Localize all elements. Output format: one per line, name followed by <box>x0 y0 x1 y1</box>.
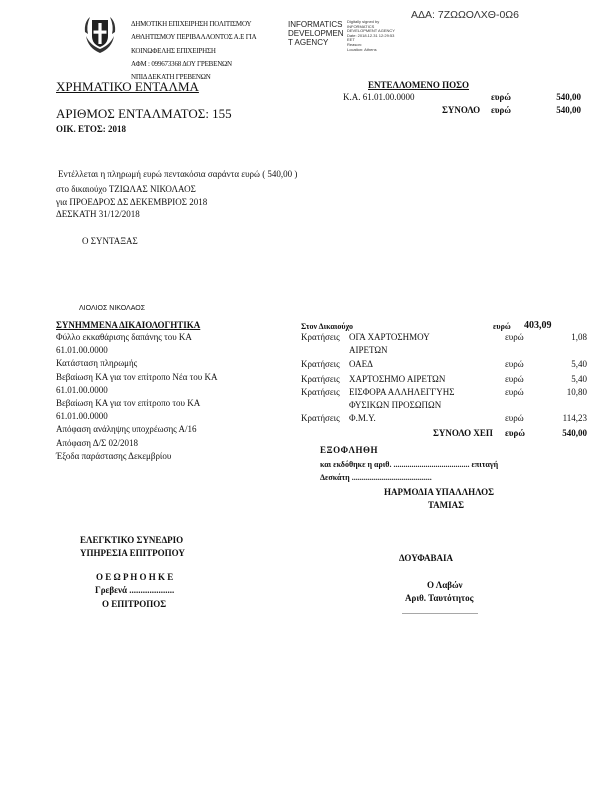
order-number: ΑΡΙΘΜΟΣ ΕΝΤΑΛΜΑΤΟΣ: 155 <box>56 106 232 121</box>
list-item: 61.01.00.0000 <box>56 411 108 422</box>
list-item: 61.01.00.0000 <box>56 345 108 356</box>
audit-seen: Ο Ε Ω Ρ Η Ο Η Κ Ε <box>96 572 174 582</box>
list-item: Απόφαση Δ/Σ 02/2018 <box>56 437 139 448</box>
purpose-line: για ΠΡΟΕΔΡΟΣ ΔΣ ΔΕΚΕΜΒΡΙΟΣ 2018 <box>56 196 208 207</box>
order-details <box>56 183 207 221</box>
deductions-table <box>301 331 591 423</box>
fiscal-year: ΟΙΚ. ΕΤΟΣ: 2018 <box>56 124 126 134</box>
receipt-signature-line: ...................................... <box>402 607 478 616</box>
table-row: Κρατήσεις ΕΙΣΦΟΡΑ ΑΛΛΗΛΕΓΓΥΗΣ ευρώ 10,80 <box>301 386 587 397</box>
signature-stamp: INFORMATICS DEVELOPMEN T AGENCY <box>288 20 344 47</box>
table-row: Κρατήσεις ΟΓΑ ΧΑΡΤΟΣΗΜΟΥ ευρώ 1,08 <box>301 332 587 342</box>
composer-label: Ο ΣΥΝΤΑΞΑΣ <box>82 236 138 246</box>
order-text <box>56 169 297 179</box>
beneficiary-currency: ευρώ <box>493 322 511 331</box>
list-item: Βεβαίωση ΚΑ για τον επίτροπο του ΚΑ <box>56 398 201 409</box>
issuer-line: ΝΠΙΔ ΔΕΚΑΤΗ ΓΡΕΒΕΝΩΝ <box>131 73 211 82</box>
table-row: Κρατήσεις Φ.Μ.Υ. ευρώ 114,23 <box>301 413 587 424</box>
ka-amount: 540,00 <box>556 92 581 102</box>
receipt-receiver: Ο Λαβών <box>427 580 463 590</box>
amount-header: ΕΝΤΕΛΛΟΜΕΝΟ ΠΟΣΟ <box>368 80 470 90</box>
beneficiary-line: στο δικαιούχο ΤΖΙΩΛΑΣ ΝΙΚΟΛΑΟΣ <box>56 184 196 194</box>
payment-cheque-line: και εκδόθηκε η αριθ. ...................................... επιταγή <box>320 460 499 469</box>
payment-place-line: Δεσκάτη ........................................ <box>320 473 432 482</box>
receipt-header: ΔΟΥΦΑΒΑΙΑ <box>399 553 453 563</box>
payment-cashier: ΤΑΜΙΑΣ <box>428 500 465 510</box>
issuer-line: ΑΦΜ : 099673368 ΔΟΥ ΓΡΕΒΕΝΩΝ <box>131 59 232 68</box>
table-row: ΑΙΡΕΤΩΝ <box>349 345 388 356</box>
deductions-total-label: ΣΥΝΟΛΟ ΧΕΠ <box>433 428 493 438</box>
list-item: Απόφαση ανάληψης υποχρέωσης Α/16 <box>56 424 197 435</box>
issuer-line: ΔΗΜΟΤΙΚΗ ΕΠΙΧΕΙΡΗΣΗ ΠΟΛΙΤΙΣΜΟΥ <box>131 20 252 28</box>
audit-court: ΕΛΕΓΚΤΙΚΟ ΣΥΝΕΔΡΙΟ <box>80 535 184 545</box>
ka-currency: ευρώ <box>491 92 511 102</box>
issuer-block <box>131 18 257 84</box>
total-currency: ευρώ <box>491 105 511 115</box>
payment-header: ΕΞΟΦΛΗΘΗ <box>320 445 379 455</box>
table-row: Κρατήσεις ΧΑΡΤΟΣΗΜΟ ΑΙΡΕΤΩΝ ευρώ 5,40 <box>301 373 587 384</box>
ada-code: ΑΔΑ: 7ΖΩΩΟΛΧΘ-0Ω6 <box>411 9 519 21</box>
issuer-line: ΑΘΛΗΤΙΣΜΟΥ ΠΕΡΙΒΑΛΛΟΝΤΟΣ Α.Ε ΓΙΑ <box>131 33 257 42</box>
beneficiary-amount: 403,09 <box>524 320 552 331</box>
deductions-total-currency: ευρώ <box>505 428 525 438</box>
ka-label: Κ.Α. 61.01.00.0000 <box>343 92 415 102</box>
greek-emblem-icon <box>82 12 118 56</box>
payment-official: ΗΑΡΜΟΔΙΑ ΥΠΑΛΛΗΛΟΣ <box>384 487 494 497</box>
deductions-total-amount: 540,00 <box>562 428 587 438</box>
list-item: Κατάσταση πληρωμής <box>56 358 138 369</box>
audit-role: Ο ΕΠΙΤΡΟΠΟΣ <box>102 599 167 609</box>
list-item: Έξοδα παράστασης Δεκεμβρίου <box>56 450 172 461</box>
order-text-line: Εντέλλεται η πληρωμή ευρώ πεντακόσια σαράντα ευρώ ( 540,00 ) <box>58 169 298 179</box>
composer-name: ΛΙΟΛΙΟΣ ΝΙΚΟΛΑΟΣ <box>79 305 146 312</box>
receipt-id-label: Αριθ. Ταυτότητος <box>405 593 474 603</box>
page-title: ΧΡΗΜΑΤΙΚΟ ΕΝΤΑΛΜΑ <box>56 79 199 94</box>
documents-header: ΣΥΝΗΜΜΕΝΑ ΔΙΚΑΙΟΛΟΓΗΤΙΚΑ <box>56 320 201 330</box>
total-label: ΣΥΝΟΛΟ <box>442 105 481 115</box>
list-item: Βεβαίωση ΚΑ για τον επίτροπο Νέα του ΚΑ <box>56 371 218 382</box>
documents-list <box>56 331 218 463</box>
beneficiary-label: Στον Δικαιούχο <box>301 322 353 331</box>
audit-service: ΥΠΗΡΕΣΙΑ ΕΠΙΤΡΟΠΟΥ <box>80 548 185 558</box>
signature-details: Digitally signed by INFORMATICS DEVELOPMENT AGENCY Date: 2018.12.31 12:29:53 EET Reason: Location: Athens <box>347 19 395 52</box>
list-item: 61.01.00.0000 <box>56 384 108 395</box>
table-row: ΦΥΣΙΚΩΝ ΠΡΟΣΩΠΩΝ <box>349 399 442 410</box>
audit-date-line: Γρεβενά .................... <box>95 585 175 595</box>
issuer-line: ΚΟΙΝΩΦΕΛΗΣ ΕΠΙΧΕΙΡΗΣΗ <box>131 46 216 55</box>
table-row: Κρατήσεις ΟΑΕΔ ευρώ 5,40 <box>301 359 587 370</box>
place-date-line: ΔΕΣΚΑΤΗ 31/12/2018 <box>56 209 140 219</box>
list-item: Φύλλο εκκαθάρισης δαπάνης του ΚΑ <box>56 332 192 342</box>
total-amount: 540,00 <box>556 105 581 115</box>
